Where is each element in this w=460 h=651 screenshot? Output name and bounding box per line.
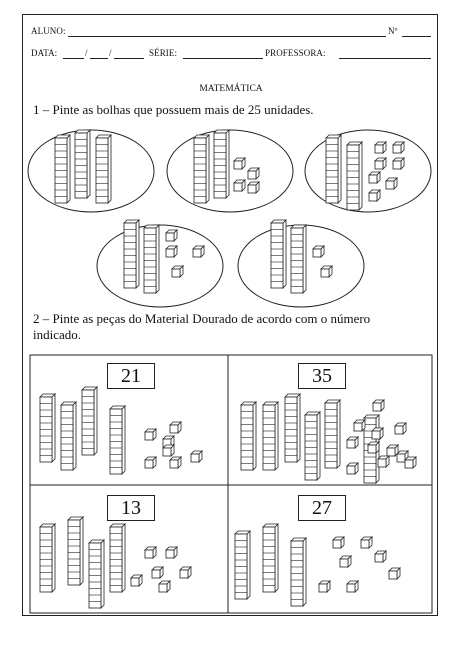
professora-label: PROFESSORA:	[265, 48, 326, 58]
data-separator: /	[109, 48, 112, 58]
data-label: DATA:	[31, 48, 58, 58]
bubble-3[interactable]	[305, 130, 431, 212]
subject-title: MATEMÁTICA	[199, 84, 263, 94]
data-separator: /	[85, 48, 88, 58]
box-27-pieces[interactable]	[235, 524, 400, 606]
box-13-pieces[interactable]	[40, 517, 191, 608]
aluno-label: ALUNO:	[31, 26, 66, 36]
worksheet-page	[22, 14, 438, 616]
box-35-pieces[interactable]	[241, 394, 416, 483]
number-box-27: 27	[298, 495, 346, 521]
question-2-text-line-1: 2 – Pinte as peças do Material Dourado de acordo com o número	[33, 311, 371, 326]
number-box-35: 35	[298, 363, 346, 389]
bubble-4[interactable]	[97, 220, 223, 307]
numero-label: Nº	[388, 26, 398, 36]
number-box-13: 13	[107, 495, 155, 521]
number-box-21: 21	[107, 363, 155, 389]
question-1-text: 1 – Pinte as bolhas que possuem mais de 25 unidades.	[33, 102, 314, 117]
bubble-1[interactable]	[28, 130, 154, 212]
exercise-art	[23, 15, 439, 617]
bubble-5[interactable]	[238, 220, 364, 307]
serie-label: SÉRIE:	[149, 48, 178, 58]
question-2-text-line-2: indicado.	[33, 327, 82, 342]
box-21-pieces[interactable]	[40, 387, 202, 474]
bubble-2[interactable]	[167, 130, 293, 212]
